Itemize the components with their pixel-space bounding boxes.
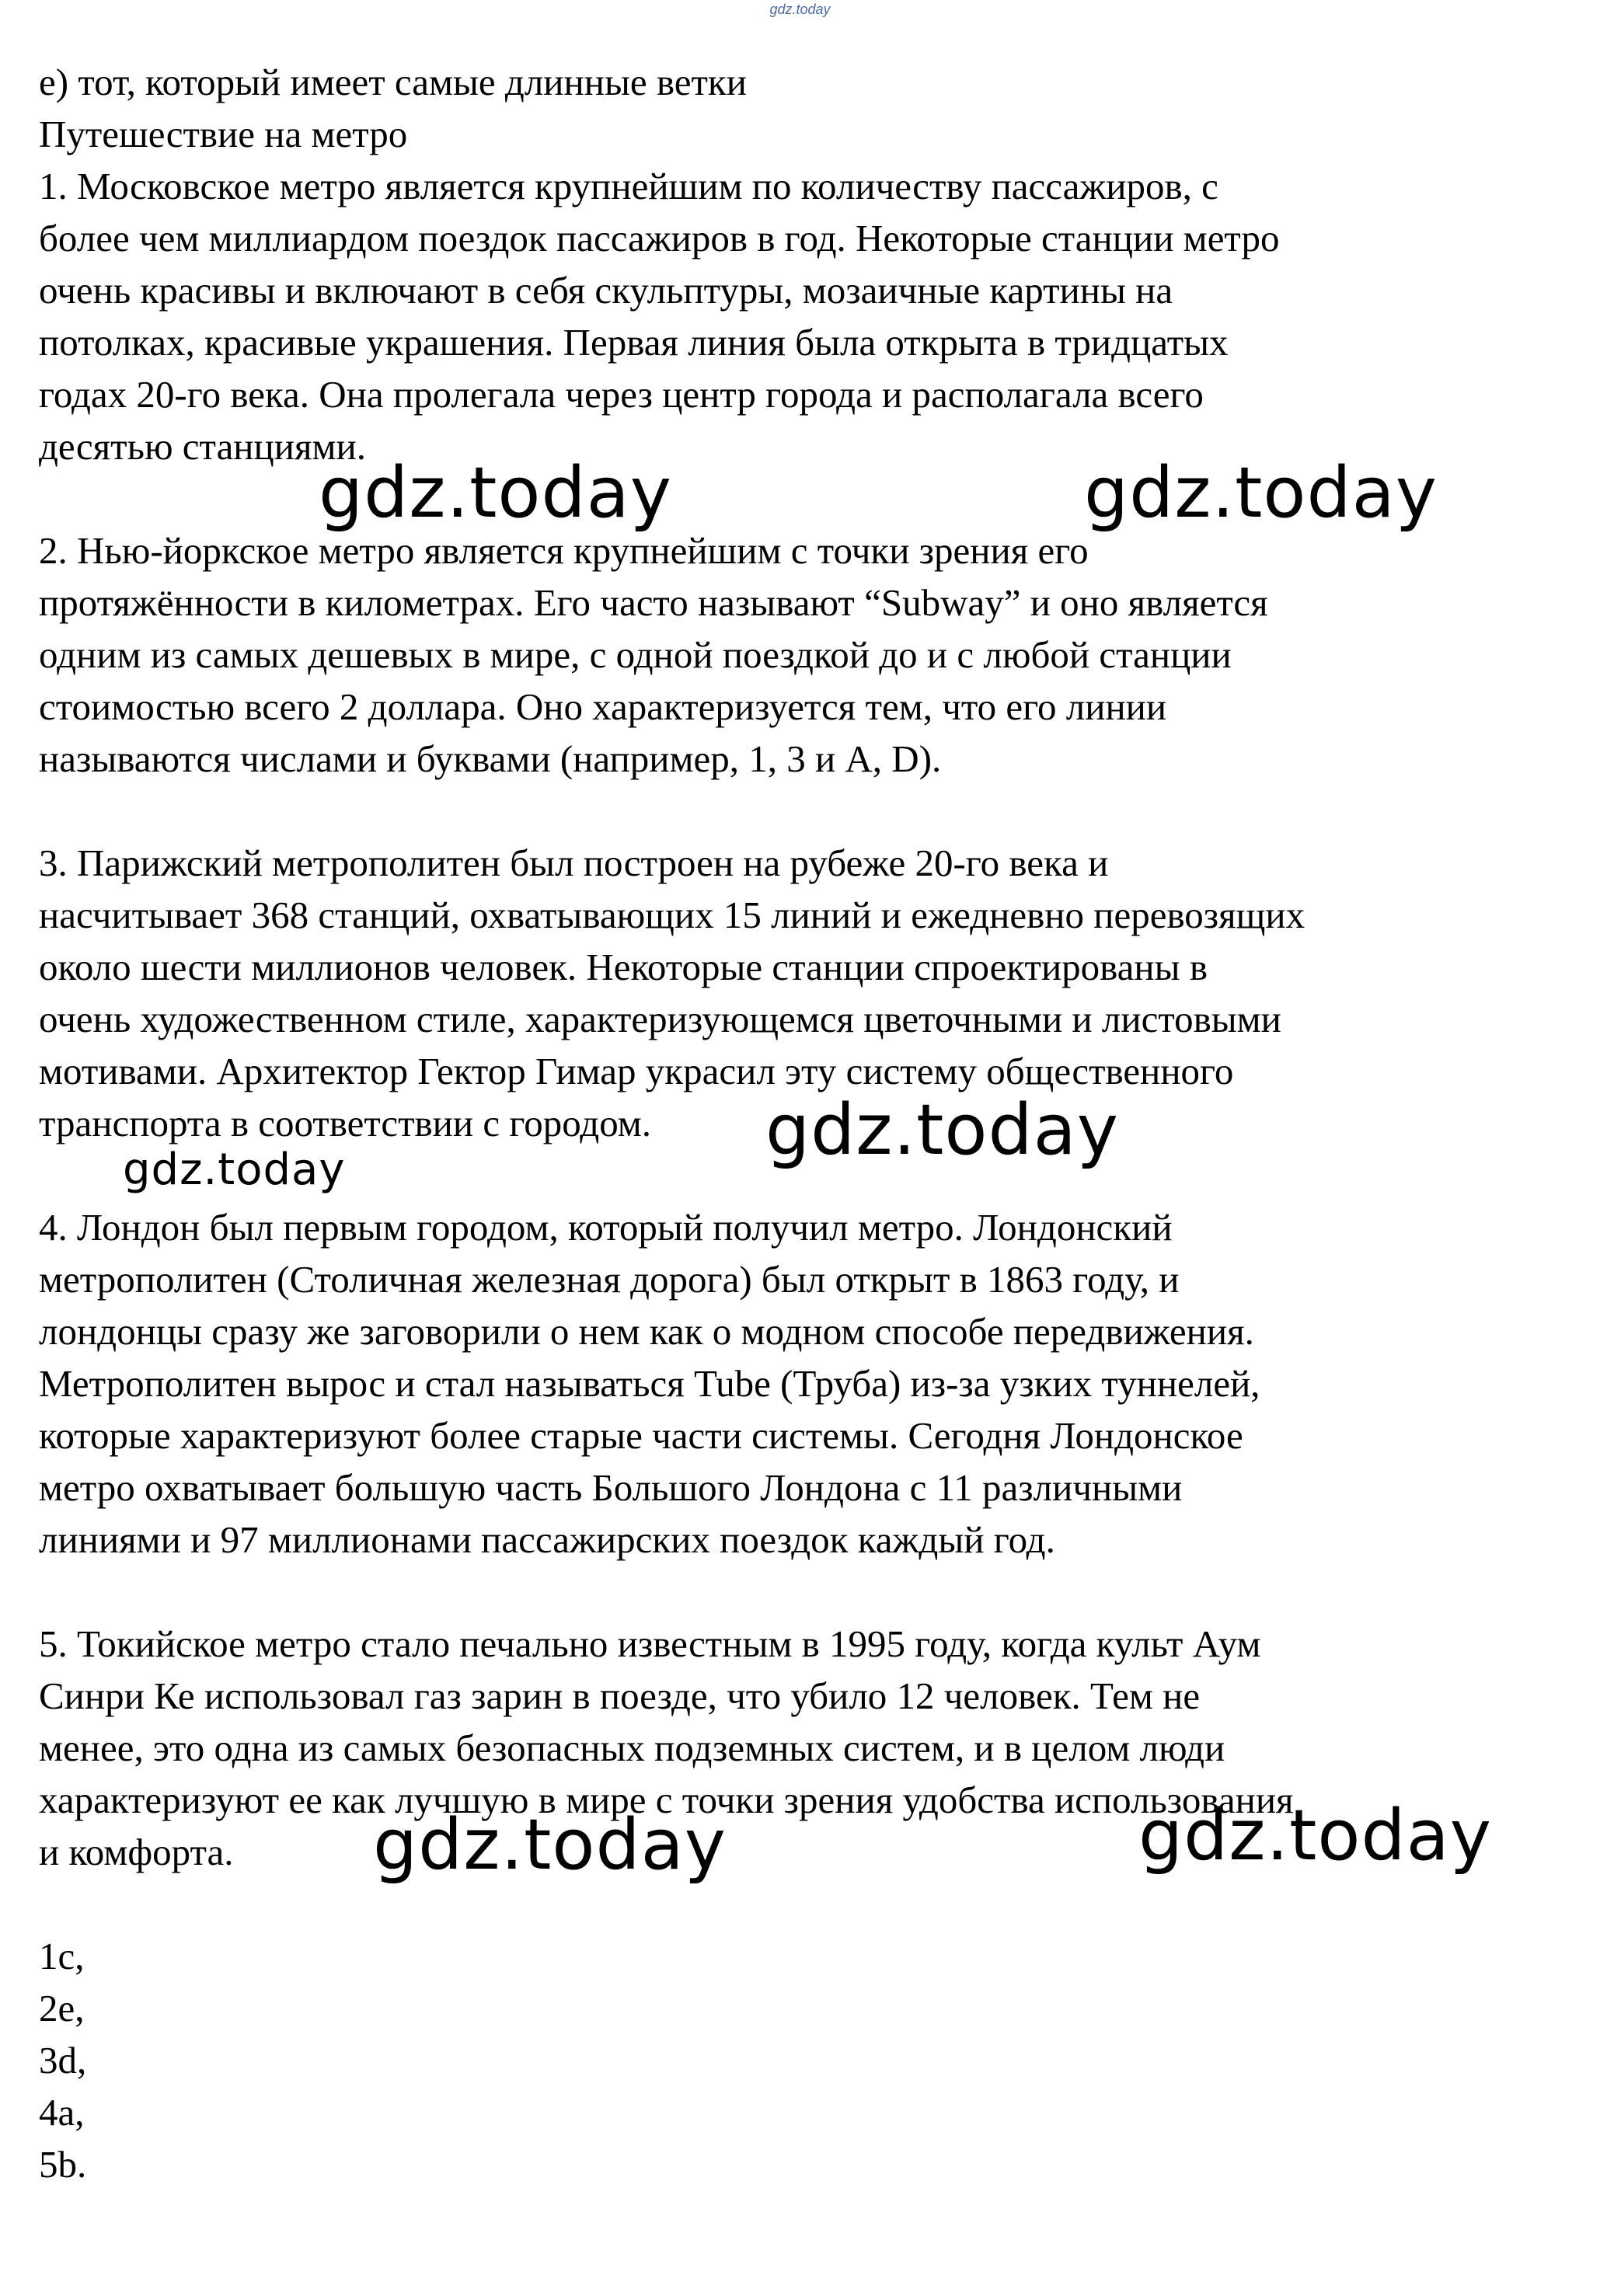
watermark: gdz.today [765,1089,1120,1171]
paragraph-1 [39,160,1562,472]
paragraph-line: характеризуют ее как лучшую в мире с точки зрения удобства использования [39,1779,1294,1821]
paragraph-line: протяжённости в километрах. Его часто называют “Subway” и оно является [39,581,1268,624]
paragraph-line: насчитывает 368 станций, охватывающих 15 линий и ежедневно перевозящих [39,894,1305,936]
paragraph-line: одним из самых дешевых в мире, с одной поездкой до и с любой станции [39,633,1232,676]
paragraph-line: называются числами и буквами (например, 1, 3 и A, D). [39,737,942,780]
intro-line: e) тот, который имеет самые длинные ветки [39,61,747,103]
paragraph-line: потолках, красивые украшения. Первая линия была открыта в тридцатых [39,321,1229,364]
paragraph-gap [39,1878,1562,1930]
watermark: gdz.today [123,1145,346,1195]
paragraph-line: лондонцы сразу же заговорили о нем как о модном способе передвижения. [39,1310,1254,1353]
answer-item: 5b. [39,2143,87,2186]
paragraph-line: менее, это одна из самых безопасных подземных систем, и в целом люди [39,1726,1225,1769]
paragraph-line: стоимостью всего 2 доллара. Оно характеризуется тем, что его линии [39,685,1167,728]
answer-list [39,1930,1562,2190]
paragraph-2 [39,524,1562,785]
paragraph-line: годах 20-го века. Она пролегала через центр города и располагала всего [39,373,1204,416]
paragraph-line: метро охватывает большую часть Большого Лондона с 11 различными [39,1466,1183,1509]
paragraph-line: очень художественном стиле, характеризующемся цветочными и листовыми [39,998,1281,1040]
paragraph-line: и комфорта. [39,1831,234,1873]
paragraph-line: 2. Нью-йоркское метро является крупнейшим с точки зрения его [39,529,1089,572]
paragraph-line: 3. Парижский метрополитен был построен на рубеже 20-го века и [39,841,1109,884]
paragraph-gap [39,785,1562,837]
section-title: Путешествие на метро [39,113,408,155]
paragraph-line: метрополитен (Столичная железная дорога) был открыт в 1863 году, и [39,1258,1180,1301]
answer-item: 1c, [39,1935,85,1977]
paragraph-line: 4. Лондон был первым городом, который получил метро. Лондонский [39,1206,1173,1249]
paragraph-line: более чем миллиардом поездок пассажиров в год. Некоторые станции метро [39,217,1280,260]
paragraph-line: линиями и 97 миллионами пассажирских поездок каждый год. [39,1518,1055,1561]
paragraph-line: 1. Московское метро является крупнейшим по количеству пассажиров, с [39,165,1218,207]
paragraph-line: Синри Ке использовал газ зарин в поезде, что убило 12 человек. Тем не [39,1674,1201,1717]
paragraph-line: 5. Токийское метро стало печально известным в 1995 году, когда культ Аум [39,1622,1261,1665]
paragraph-line: мотивами. Архитектор Гектор Гимар украсил эту систему общественного [39,1050,1234,1092]
paragraph-line: которые характеризуют более старые части системы. Сегодня Лондонское [39,1414,1243,1457]
answer-item: 2e, [39,1987,85,2029]
watermark: gdz.today [1084,452,1438,534]
paragraph-line: около шести миллионов человек. Некоторые станции спроектированы в [39,946,1208,988]
paragraph-line: десятью станциями. [39,425,366,468]
watermark: gdz.today [319,452,673,534]
watermark: gdz.today [373,1804,727,1886]
answer-item: 3d, [39,2039,87,2082]
header-watermark: gdz.today [769,2,831,17]
answer-item: 4a, [39,2091,85,2134]
watermark: gdz.today [1138,1795,1493,1876]
paragraph-gap [39,1566,1562,1618]
paragraph-4 [39,1201,1562,1566]
paragraph-line: Метрополитен вырос и стал называться Tube (Труба) из-за узких туннелей, [39,1362,1260,1405]
paragraph-line: транспорта в соответствии с городом. [39,1102,652,1145]
paragraph-line: очень красивы и включают в себя скульптуры, мозаичные картины на [39,269,1173,312]
